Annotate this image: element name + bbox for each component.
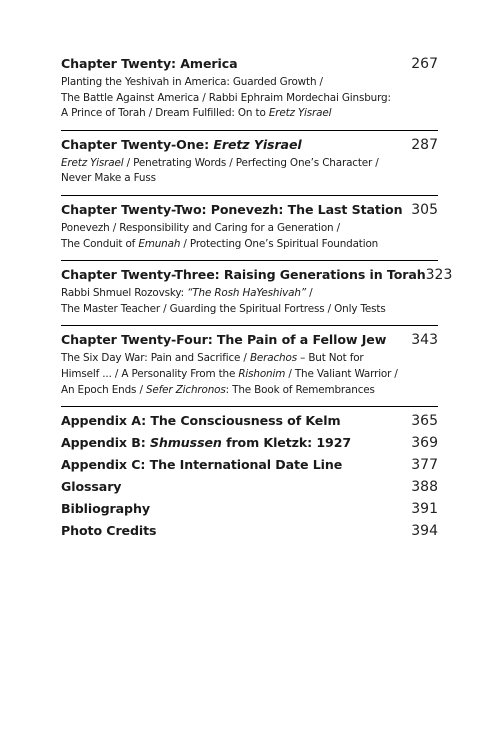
toc-description-text: Never Make a Fuss xyxy=(61,172,156,185)
toc-page-number: 267 xyxy=(411,56,438,72)
toc-description-text: The Battle Against America / Rabbi Ephraim Mordechai Ginsburg: xyxy=(61,91,391,104)
toc-page-number: 365 xyxy=(411,413,438,430)
toc-entry-title-text: Chapter Twenty-Two: Ponevezh: The Last Station xyxy=(61,201,403,217)
toc-entry-heading xyxy=(61,137,438,153)
toc-description-text: Planting the Yeshivah in America: Guarded Growth / xyxy=(61,76,323,88)
toc-description-line xyxy=(61,367,438,383)
toc-entry-title-text: Appendix C: The International Date Line xyxy=(61,457,343,473)
toc-entry-heading xyxy=(61,332,438,348)
toc-entry-title-text: Glossary xyxy=(61,479,122,495)
toc-entry-title xyxy=(61,413,340,428)
toc-description-italic-text: Eretz Yisrael xyxy=(268,107,332,120)
toc-description-text: Himself ... / A Personality From the xyxy=(61,367,239,380)
toc-entry xyxy=(61,477,438,495)
toc-entry-description xyxy=(61,75,438,124)
toc-page-number: 388 xyxy=(411,479,438,496)
toc-entry-heading xyxy=(61,56,438,72)
toc-description-italic-text: Emunah xyxy=(138,237,181,250)
toc-entry-title-italic: Eretz Yisrael xyxy=(213,136,302,152)
toc-entry xyxy=(61,54,438,124)
toc-description-text: / Penetrating Words / Perfecting One’s Character / xyxy=(123,156,379,169)
toc-description-text: / xyxy=(305,287,313,300)
toc-entry xyxy=(61,406,438,429)
toc-entry-title xyxy=(61,267,426,282)
toc-description-text: An Epoch Ends / xyxy=(61,383,146,396)
toc-entry-description xyxy=(61,351,438,400)
toc-entry-heading xyxy=(61,435,438,451)
toc-entry-title xyxy=(61,523,156,538)
toc-description-text: : The Book of Remembrances xyxy=(225,383,375,396)
toc-description-line xyxy=(61,302,438,318)
toc-entry-title-text: Chapter Twenty-One: xyxy=(61,136,214,152)
toc-description-text: / The Valiant Warrior / xyxy=(285,367,398,380)
toc-entry xyxy=(61,521,438,539)
toc-description-line xyxy=(61,171,438,187)
toc-entry-description xyxy=(61,156,438,189)
toc-description-text: Ponevezh / Responsibility and Caring for a Generation / xyxy=(61,221,340,234)
toc-description-italic-text: Sefer Zichronos xyxy=(145,383,226,396)
toc-entry-heading xyxy=(61,501,438,517)
toc-page-number: 377 xyxy=(411,457,438,474)
toc-entry-heading xyxy=(61,479,438,495)
toc-entry xyxy=(61,260,453,319)
toc-entry-title xyxy=(61,56,237,71)
toc-entry-description xyxy=(61,221,438,254)
toc-description-italic-text: Berachos xyxy=(249,352,297,365)
toc-entry xyxy=(61,433,438,451)
toc-description-text: Rabbi Shmuel Rozovsky: xyxy=(61,287,188,300)
toc-page-number: 287 xyxy=(411,136,438,153)
toc-page-number: 343 xyxy=(411,332,438,349)
toc-entry-heading xyxy=(61,523,438,539)
toc-description-line xyxy=(61,91,438,107)
toc-entry-description xyxy=(61,286,438,319)
toc-entry xyxy=(61,130,438,189)
toc-entry-title-text: Appendix B: xyxy=(61,435,150,451)
toc-description-line xyxy=(61,75,438,91)
toc-description-text: The Six Day War: Pain and Sacrifice / xyxy=(61,352,250,365)
toc-description-line xyxy=(61,106,438,122)
toc-entry-title-suffix: from Kletzk: 1927 xyxy=(221,435,352,451)
toc-entry xyxy=(61,499,438,517)
toc-description-line xyxy=(61,237,438,253)
toc-page-number: 323 xyxy=(425,267,453,284)
toc-entry-title xyxy=(61,479,121,494)
toc-entry-heading xyxy=(61,202,438,218)
toc-page-number: 394 xyxy=(411,523,438,540)
toc-description-text: / Protecting One’s Spiritual Foundation xyxy=(180,237,379,250)
toc-description-text: A Prince of Torah / Dream Fulfilled: On to xyxy=(61,107,269,120)
toc-entry-title-text: Photo Credits xyxy=(61,523,157,539)
toc-entry-title xyxy=(61,137,302,152)
toc-description-line xyxy=(61,221,438,237)
toc-entry xyxy=(61,455,438,473)
toc-entry xyxy=(61,195,438,254)
toc-description-italic-text: Rishonim xyxy=(238,367,286,380)
toc-entry-title-italic: Shmussen xyxy=(149,435,222,451)
toc-description-line xyxy=(61,383,438,399)
toc-entry-heading xyxy=(61,267,453,284)
toc-entry-heading xyxy=(61,413,438,429)
toc-entry-title-text: Chapter Twenty: America xyxy=(61,56,238,71)
toc-entry-title-text: Chapter Twenty-Three: Raising Generations in Torah xyxy=(61,267,426,283)
toc-entry xyxy=(61,325,438,400)
toc-description-text: – But Not for xyxy=(296,352,364,365)
toc-description-line xyxy=(61,286,438,302)
toc-description-italic-text: Eretz Yisrael xyxy=(61,156,124,169)
toc-entry-title xyxy=(61,202,402,217)
toc-page-number: 305 xyxy=(411,201,438,218)
toc-entry-title xyxy=(61,501,150,516)
toc-entry-title-text: Appendix A: The Consciousness of Kelm xyxy=(61,413,341,429)
toc-description-italic-text: “The Rosh HaYeshivah” xyxy=(187,287,306,300)
toc-entry-heading xyxy=(61,457,438,473)
toc-description-line xyxy=(61,351,438,367)
toc-page-number: 391 xyxy=(411,501,438,518)
toc-description-line xyxy=(61,156,438,172)
toc-entry-title xyxy=(61,435,351,450)
toc-entry-title-text: Bibliography xyxy=(61,501,150,517)
toc-entry-title xyxy=(61,332,386,347)
toc-description-text: The Master Teacher / Guarding the Spiritual Fortress / Only Tests xyxy=(61,302,386,315)
table-of-contents xyxy=(61,54,453,540)
toc-page-number: 369 xyxy=(411,435,438,452)
toc-entry-title-text: Chapter Twenty-Four: The Pain of a Fellow Jew xyxy=(61,332,387,348)
toc-entry-title xyxy=(61,457,342,472)
toc-description-text: The Conduit of xyxy=(61,237,139,250)
